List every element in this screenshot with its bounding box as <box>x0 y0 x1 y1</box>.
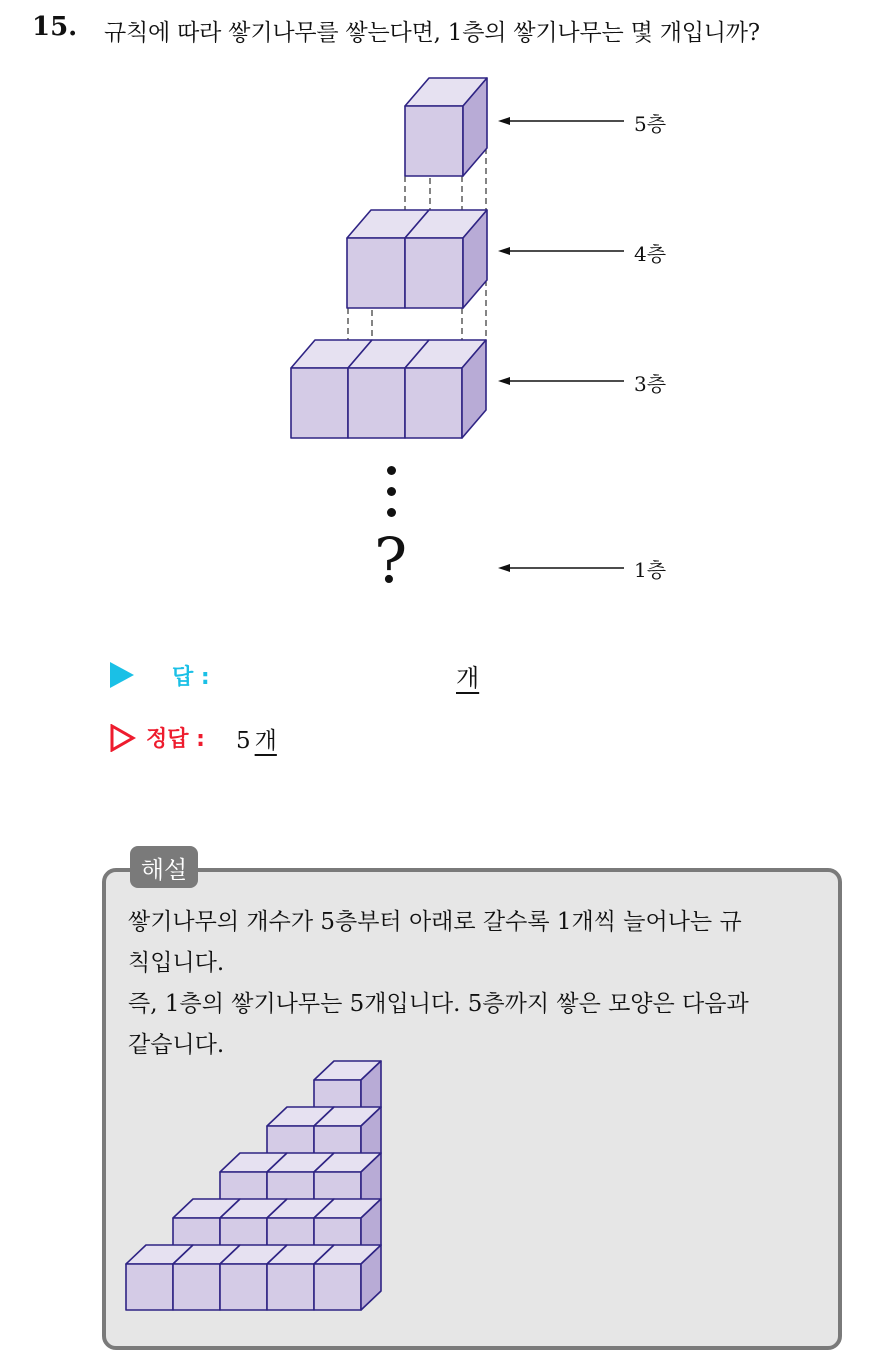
staircase-level1-cube-front <box>267 1264 314 1310</box>
explanation-line-2: 칙입니다. <box>128 950 225 976</box>
unknown-floor-mark: ? <box>374 524 408 597</box>
staircase-level1-cube-front <box>314 1264 361 1310</box>
explanation-line-3: 즉, 1층의 쌓기나무는 5개입니다. 5층까지 쌓은 모양은 다음과 <box>128 991 749 1017</box>
correct-answer-label: 정답 : <box>146 727 205 752</box>
answer-label: 답 : <box>172 665 210 690</box>
staircase-level1-cube-front <box>173 1264 220 1310</box>
floor-label-1: 1층 <box>634 558 667 582</box>
correct-answer-number: 5 <box>236 728 251 754</box>
question-number: 15. <box>32 12 78 42</box>
answer-unit: 개 <box>456 664 480 692</box>
explanation-line-1: 쌓기나무의 개수가 5층부터 아래로 갈수록 1개씩 늘어나는 규 <box>128 909 742 935</box>
explanation-tag: 해설 <box>130 846 198 888</box>
explanation-line-4: 같습니다. <box>128 1032 225 1058</box>
floor-label-5: 5층 <box>634 112 667 136</box>
floor-label-3: 3층 <box>634 372 667 396</box>
staircase-level1-cube-front <box>126 1264 173 1310</box>
floor-label-4: 4층 <box>634 242 667 266</box>
staircase-level1-cube-front <box>220 1264 267 1310</box>
correct-answer-unit: 개 <box>254 728 277 754</box>
question-text: 규칙에 따라 쌓기나무를 쌓는다면, 1층의 쌓기나무는 몇 개입니까? <box>104 20 760 46</box>
